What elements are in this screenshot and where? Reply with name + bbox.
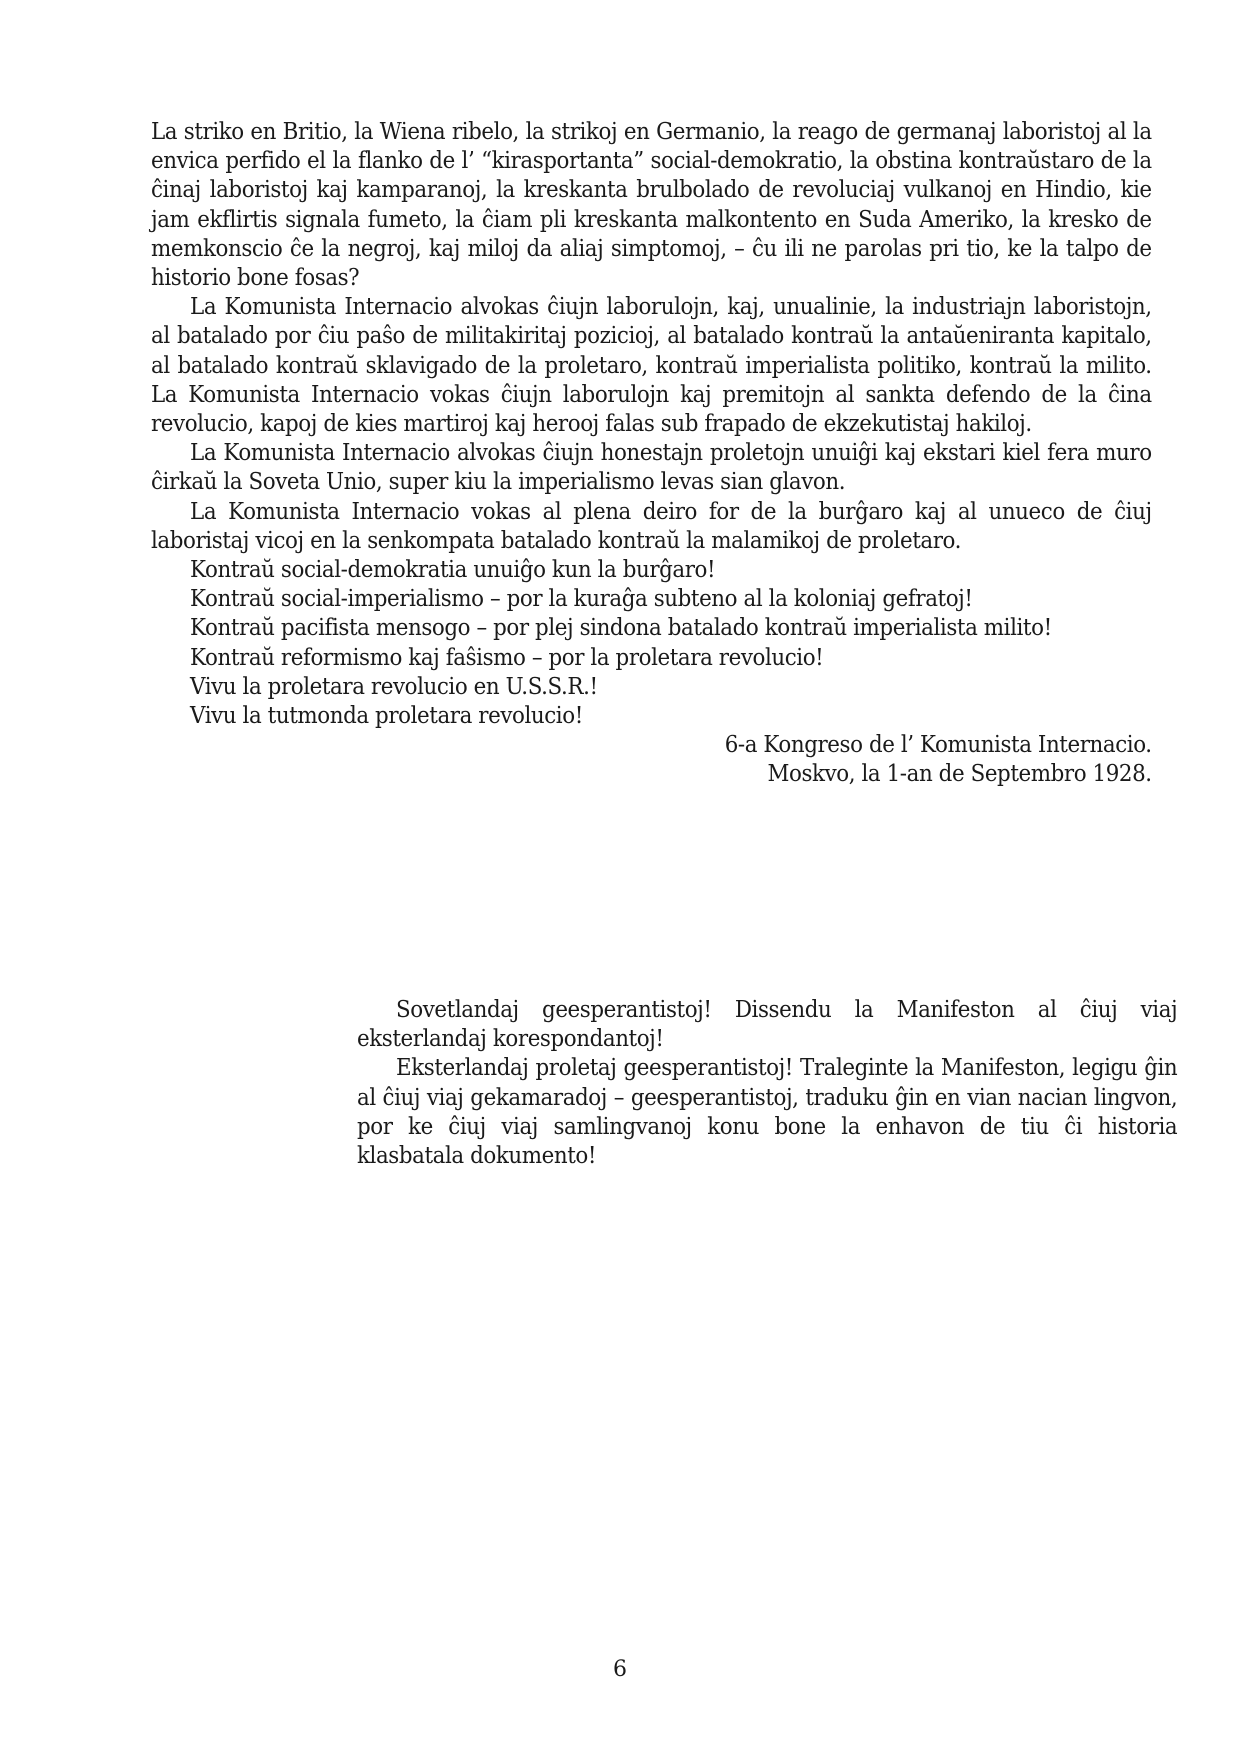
paragraph-call-to-workers: La Komunista Internacio alvokas ĉiujn laborulojn, kaj, unualinie, la industriajn laboristojn, al batalado por ĉiu paŝo de militakiritaj pozicioj, al batalado kontraŭ la antaŭeniranta kapitalo, al batalado kontraŭ sklavigado de la proletaro, kontraŭ imperialista politiko, kontraŭ la milito. La Komunista Internacio vokas ĉiujn laborulojn kaj premitojn al sankta defendo de la ĉina revolucio, kapoj de kies martiroj kaj herooj falas sub frapado de ekzekutistaj hakiloj. [151,294,1152,438]
page-number: 6 [613,1657,627,1682]
appeal-block [357,996,1177,1171]
paragraph-strikes: La striko en Britio, la Wiena ribelo, la strikoj en Germanio, la reago de germanaj laboristoj al la envica perfido el la flanko de l’ “kirasportanta” social-demokratio, la obstina kontraŭstaro de la ĉinaj laboristoj kaj kamparanoj, la kreskanta brulbolado de revoluciaj vulkanoj en Hindio, kie jam ekflirtis signala fumeto, la ĉiam pli kreskanta malkontento en Suda Ameriko, la kresko de memkonscio ĉe la negroj, kaj miloj da aliaj simptomoj, – ĉu ili ne parolas pri tio, ke la talpo de historio bone fosas? [151,119,1152,292]
paragraph-break-with-bourgeoisie: La Komunista Internacio vokas al plena deiro for de la burĝaro kaj al unueco de ĉiuj laboristaj vicoj en la senkompata batalado kontraŭ la malamikoj de proletaro. [151,498,1152,554]
slogan: Kontraŭ reformismo kaj faŝismo – por la proletara revolucio! [190,644,824,671]
appeal-soviet-esperantists: Sovetlandaj geesperantistoj! Dissendu la Manifeston al ĉiuj viaj eksterlandaj korespondantoj! [357,997,1178,1053]
slogan: Kontraŭ pacifista mensogo – por plej sindona batalado kontraŭ imperialista milito! [190,615,1052,642]
slogan: Kontraŭ social-demokratia unuiĝo kun la burĝaro! [190,557,716,584]
signature-congress: 6-a Kongreso de l’ Komunista Internacio. [724,732,1152,759]
slogan: Vivu la tutmonda proletara revolucio! [190,703,583,730]
slogan: Kontraŭ social-imperialismo – por la kuraĝa subteno al la koloniaj gefratoj! [190,586,973,613]
main-text-block [151,118,1152,790]
paragraph-soviet-union: La Komunista Internacio alvokas ĉiujn honestajn proletojn unuiĝi kaj ekstari kiel fera muro ĉirkaŭ la Soveta Unio, super kiu la imperialismo levas sian glavon. [151,440,1152,496]
signature-place-date: Moskvo, la 1-an de Septembro 1928. [767,761,1152,788]
appeal-foreign-esperantists: Eksterlandaj proletaj geesperantistoj! Traleginte la Manifeston, legigu ĝin al ĉiuj viaj gekamaradoj – geesperantistoj, traduku ĝin en vian nacian lingvon, por ke ĉiuj viaj samlingvanoj konu bone la enhavon de tiu ĉi historia klasbatala dokumento! [357,1055,1178,1170]
slogan: Vivu la proletara revolucio en U.S.S.R.! [190,673,598,700]
